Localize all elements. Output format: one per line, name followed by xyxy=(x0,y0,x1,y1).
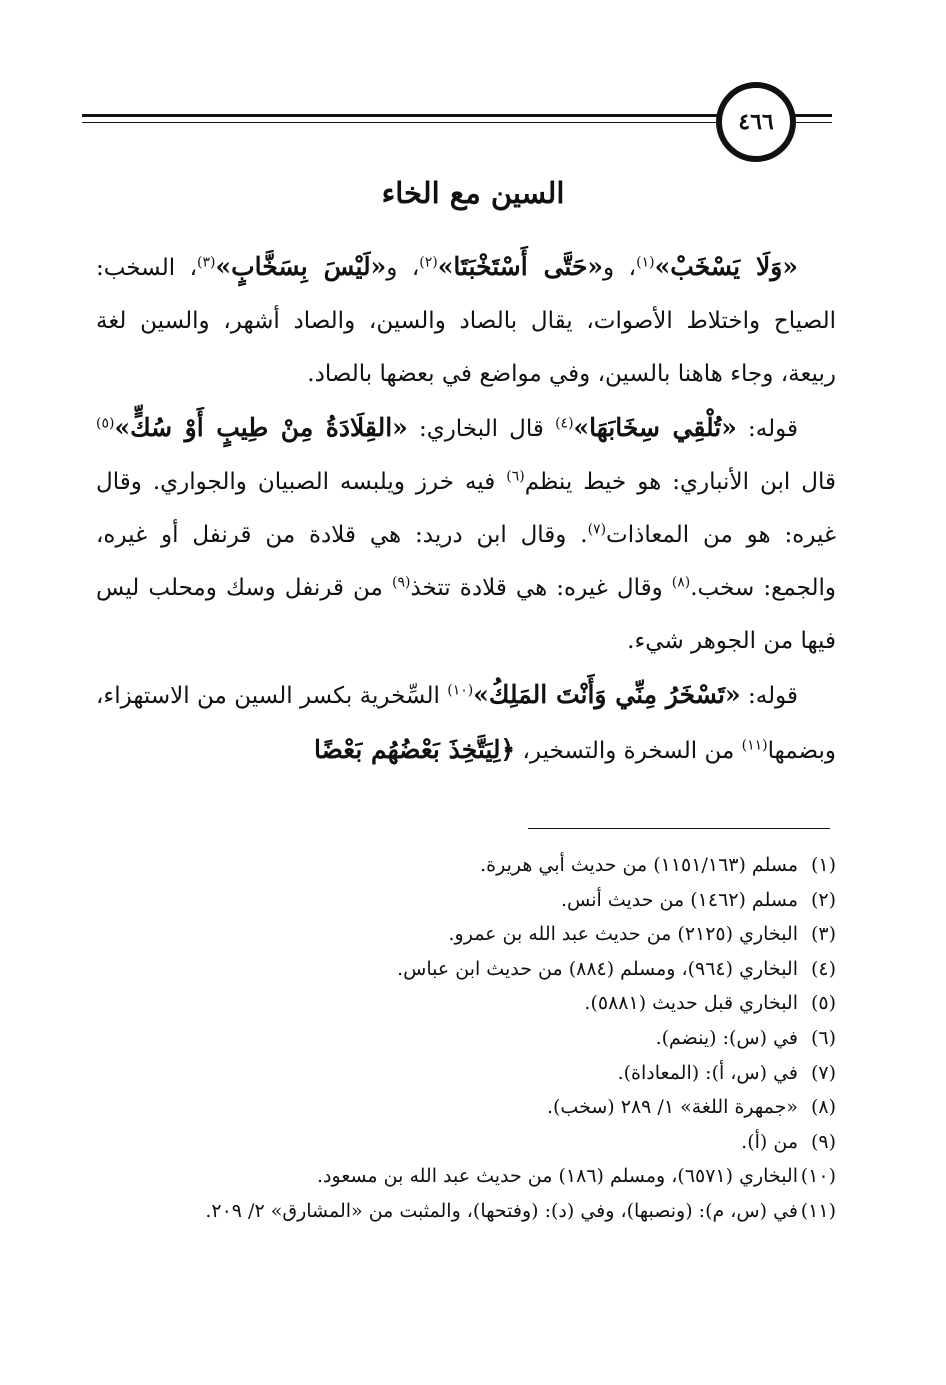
header-rule-thick xyxy=(82,114,720,117)
footnote-ref: (٩) xyxy=(391,574,411,591)
footnote-ref: (٣) xyxy=(197,254,216,271)
quote: «القِلَادَةُ مِنْ طِيبٍ أَوْ سُكٍّ» xyxy=(114,413,408,442)
text: قال ابن الأنباري: هو خيط ينظم xyxy=(524,469,836,495)
quote: «وَلَا يَسْخَبْ» xyxy=(654,252,798,281)
footnote-ref: (١١) xyxy=(741,737,768,754)
text: من قرنفل وسك ومحلب ليس فيها من الجوهر شيء. xyxy=(96,575,836,654)
footnote-number: (١١) xyxy=(800,1199,836,1222)
footnotes xyxy=(76,848,836,1229)
footnote-item xyxy=(76,1159,836,1194)
footnote-number: (٨) xyxy=(810,1096,836,1119)
chapter-title: السين مع الخاء xyxy=(381,176,565,210)
text: فيه خرز ويلبسه الصبيان والجواري. وقال غيره: هو من المعاذات xyxy=(96,469,836,548)
footnote-number: (٩) xyxy=(810,1130,836,1153)
footnote-ref: (٤) xyxy=(555,415,574,432)
footnote-item xyxy=(76,917,836,952)
footnote-text: مسلم (١٤٦٢) من حديث أنس. xyxy=(560,888,798,911)
page-number: ٤٦٦ xyxy=(738,109,774,135)
paragraph-2 xyxy=(96,401,836,668)
footnote-item xyxy=(76,848,836,883)
footnote-item xyxy=(76,1021,836,1056)
footnote-number: (٣) xyxy=(810,923,836,946)
footnote-number: (٤) xyxy=(810,957,836,980)
page-header xyxy=(82,78,832,168)
footnote-item xyxy=(76,1090,836,1125)
quote: «لَيْسَ بِسَخَّابٍ» xyxy=(215,252,387,281)
footnote-text: من (أ). xyxy=(741,1130,798,1153)
quote: «حَتَّى أَسْتَخْبَتَا» xyxy=(437,252,604,281)
header-rule-right-thin xyxy=(794,122,832,123)
footnote-ref: (٥) xyxy=(96,415,115,432)
text: قوله: xyxy=(740,683,798,709)
footnote-item xyxy=(76,1056,836,1091)
text: . وقال ابن دريد: هي قلادة من قرنفل أو غيره، والجمع: سخب. xyxy=(96,522,837,601)
quote: «تُلْقِي سِخَابَهَا» xyxy=(573,413,737,442)
main-text xyxy=(96,240,836,778)
page-number-badge xyxy=(716,82,796,162)
text: قال البخاري: xyxy=(407,416,556,442)
footnote-item xyxy=(76,883,836,918)
footnote-separator xyxy=(528,828,830,829)
paragraph-3 xyxy=(96,668,836,778)
footnote-text: في (س): (ينضم). xyxy=(655,1026,798,1049)
text: قوله: xyxy=(736,416,799,442)
footnote-number: (١) xyxy=(810,854,836,876)
footnote-ref: (٦) xyxy=(506,468,525,485)
text: من السخرة والتسخير، xyxy=(515,738,742,764)
footnote-text: البخاري (٦٥٧١)، ومسلم (١٨٦) من حديث عبد الله بن مسعود. xyxy=(317,1165,798,1188)
paragraph-1 xyxy=(96,240,836,401)
footnote-number: (٢) xyxy=(810,888,836,911)
footnote-text: البخاري قبل حديث (٥٨٨١). xyxy=(584,992,798,1015)
text: ، و xyxy=(603,255,637,281)
footnote-text: في (س، أ): (المعاداة). xyxy=(617,1061,798,1084)
header-rule-right-thick xyxy=(794,114,832,117)
footnote-ref: (١) xyxy=(636,254,655,271)
footnote-number: (٥) xyxy=(810,992,836,1015)
footnote-ref: (٧) xyxy=(587,521,607,538)
text: السِّخرية بكسر السين من الاستهزاء، وبضمها xyxy=(96,683,836,764)
footnote-text: البخاري (٢١٢٥) من حديث عبد الله بن عمرو. xyxy=(448,923,798,946)
text: وقال غيره: هي قلادة تتخذ xyxy=(410,575,672,601)
quran-quote: ﴿لِيَتَّخِذَ بَعْضُهُم بَعْضًا xyxy=(313,735,516,764)
footnote-number: (١٠) xyxy=(800,1165,836,1188)
footnote-item xyxy=(76,1194,836,1229)
footnote-text: «جمهرة اللغة» ١/ ٢٨٩ (سخب). xyxy=(546,1096,798,1119)
header-rule-thin xyxy=(82,122,720,123)
footnote-ref: (٨) xyxy=(671,574,691,591)
footnote-ref: (١٠) xyxy=(447,682,474,699)
footnote-text: مسلم (١١٥١/١٦٣) من حديث أبي هريرة. xyxy=(480,854,798,876)
text: ، السخب: الصياح واختلاط الأصوات، يقال بالصاد والسين، والصاد أشهر، والسين لغة ربيعة، وجاء هاهنا بالسين، وفي مواضع في بعضها بالصاد. xyxy=(96,255,836,387)
footnote-item xyxy=(76,1125,836,1160)
footnote-item xyxy=(76,986,836,1021)
footnote-number: (٧) xyxy=(810,1061,836,1084)
footnote-text: البخاري (٩٦٤)، ومسلم (٨٨٤) من حديث ابن عباس. xyxy=(397,957,798,980)
footnote-ref: (٢) xyxy=(419,254,438,271)
footnote-item xyxy=(76,952,836,987)
footnote-number: (٦) xyxy=(810,1026,836,1049)
footnote-text: في (س، م): (ونصبها)، وفي (د): (وفتحها)، والمثبت من «المشارق» ٢/ ٢٠٩. xyxy=(205,1199,798,1222)
quote: «تَسْخَرُ مِنِّي وَأَنْتَ المَلِكُ» xyxy=(473,680,741,709)
text: ، و xyxy=(386,255,420,281)
